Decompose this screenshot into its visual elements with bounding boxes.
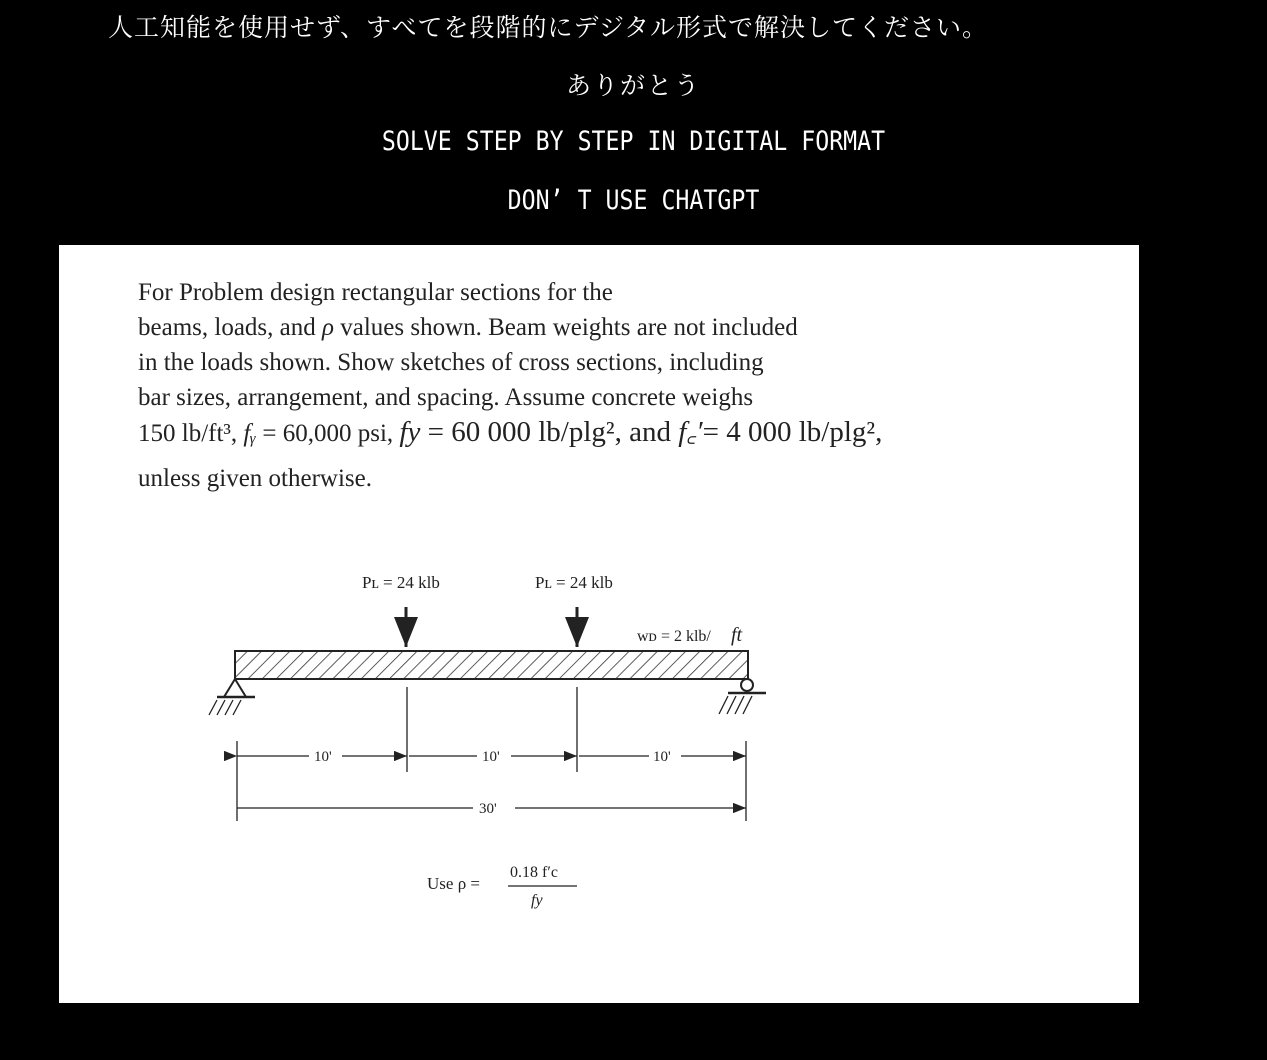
english-warning: DON’ T USE CHATGPT	[507, 185, 760, 216]
english-instruction: SOLVE STEP BY STEP IN DIGITAL FORMAT	[381, 126, 886, 157]
japanese-thanks: ありがとう	[565, 71, 701, 100]
dim-label-3: 10'	[653, 749, 671, 765]
pin-support	[209, 679, 255, 715]
problem-line-1: For Problem design rectangular sections for the	[138, 279, 613, 306]
beam-diagram	[59, 245, 1139, 1003]
rho-denominator: fy	[531, 892, 543, 909]
problem-line-5: 150 lb/ft³, fᵧ = 60,000 psi, fy = 60 000 lb/plg², and f꜀′= 4 000 lb/plg²,	[138, 416, 883, 448]
dim-label-1: 10'	[314, 749, 332, 765]
beam	[235, 651, 748, 679]
problem-line-3: in the loads shown. Show sketches of cross sections, including	[138, 349, 764, 376]
dim-label-total: 30'	[479, 801, 497, 817]
problem-line-2: beams, loads, and ρ values shown. Beam weights are not included	[138, 314, 798, 341]
load-label-1: Pʟ = 24 klb	[362, 573, 440, 592]
dim-label-2: 10'	[482, 749, 500, 765]
dist-load-label: wᴅ = 2 klb/	[637, 628, 711, 645]
dist-load-unit: ft	[731, 624, 743, 646]
japanese-instruction: 人工知能を使用せず、すべてを段階的にデジタル形式で解決してください。	[108, 13, 989, 42]
use-rho-label: Use ρ =	[427, 874, 481, 893]
problem-line-6: unless given otherwise.	[138, 465, 372, 492]
problem-image-panel	[59, 245, 1139, 1003]
roller-support	[719, 679, 766, 714]
load-label-2: Pʟ = 24 klb	[535, 573, 613, 592]
rho-numerator: 0.18 f′c	[510, 864, 558, 881]
problem-line-4: bar sizes, arrangement, and spacing. Assume concrete weighs	[138, 384, 754, 411]
